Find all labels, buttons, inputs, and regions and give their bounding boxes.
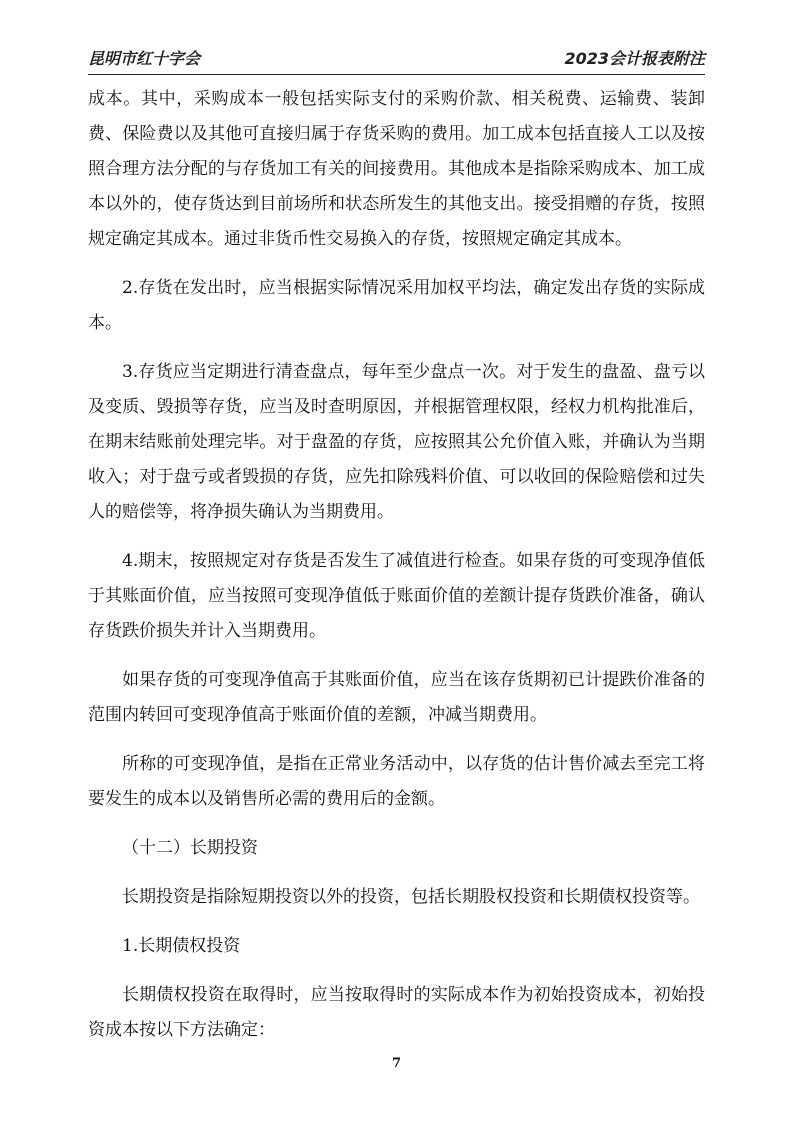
paragraph-item-2: 2.存货在发出时，应当根据实际情况采用加权平均法，确定发出存货的实际成本。: [88, 278, 705, 333]
paragraph-item-4: 4.期末，按照规定对存货是否发生了减值进行检查。如果存货的可变现净值低于其账面价值，应当按照可变现净值低于账面价值的差额计提存货跌价准备，确认存货跌价损失并计入当期费用。: [88, 551, 705, 641]
paragraph-reversal: 如果存货的可变现净值高于其账面价值，应当在该存货期初已计提跌价准备的范围内转回可变现净值高于账面价值的差额，冲减当期费用。: [88, 670, 705, 725]
paragraph-item-3: 3.存货应当定期进行清查盘点，每年至少盘点一次。对于发生的盘盈、盘亏以及变质、毁损等存货，应当及时查明原因，并根据管理权限，经权力机构批准后，在期末结账前处理完毕。对于盘盈的存货，应按照其公允价值入账，并确认为当期收入；对于盘亏或者毁损的存货，应先扣除残料价值、可以收回的保险赔偿和过失人的赔偿等，将净损失确认为当期费用。: [88, 362, 705, 522]
paragraph-long-term-definition: 长期投资是指除短期投资以外的投资，包括长期股权投资和长期债权投资等。: [122, 887, 700, 907]
paragraph-net-realizable: 所称的可变现净值，是指在正常业务活动中，以存货的估计售价减去至完工将要发生的成本以及销售所必需的费用后的金额。: [88, 754, 705, 809]
page-number: 7: [391, 1056, 402, 1071]
header-org: 昆明市红十字会: [88, 49, 201, 68]
paragraph-debt-investment: 长期债权投资在取得时，应当按取得时的实际成本作为初始投资成本，初始投资成本按以下方法确定：: [88, 985, 705, 1040]
page-header: [88, 44, 705, 75]
header-doc-title: 2023会计报表附注: [564, 49, 705, 68]
subheading-debt-investment: 1.长期债权投资: [122, 936, 241, 956]
section-heading-long-term-investment: （十二）长期投资: [122, 838, 258, 858]
document-body: [88, 82, 705, 1062]
paragraph-cost-continued: 成本。其中，采购成本一般包括实际支付的采购价款、相关税费、运输费、装卸费、保险费以及其他可直接归属于存货采购的费用。加工成本包括直接人工以及按照合理方法分配的与存货加工有关的间接费用。其他成本是指除采购成本、加工成本以外的，使存货达到目前场所和状态所发生的其他支出。接受捐赠的存货，按照规定确定其成本。通过非货币性交易换入的存货，按照规定确定其成本。: [88, 89, 705, 249]
